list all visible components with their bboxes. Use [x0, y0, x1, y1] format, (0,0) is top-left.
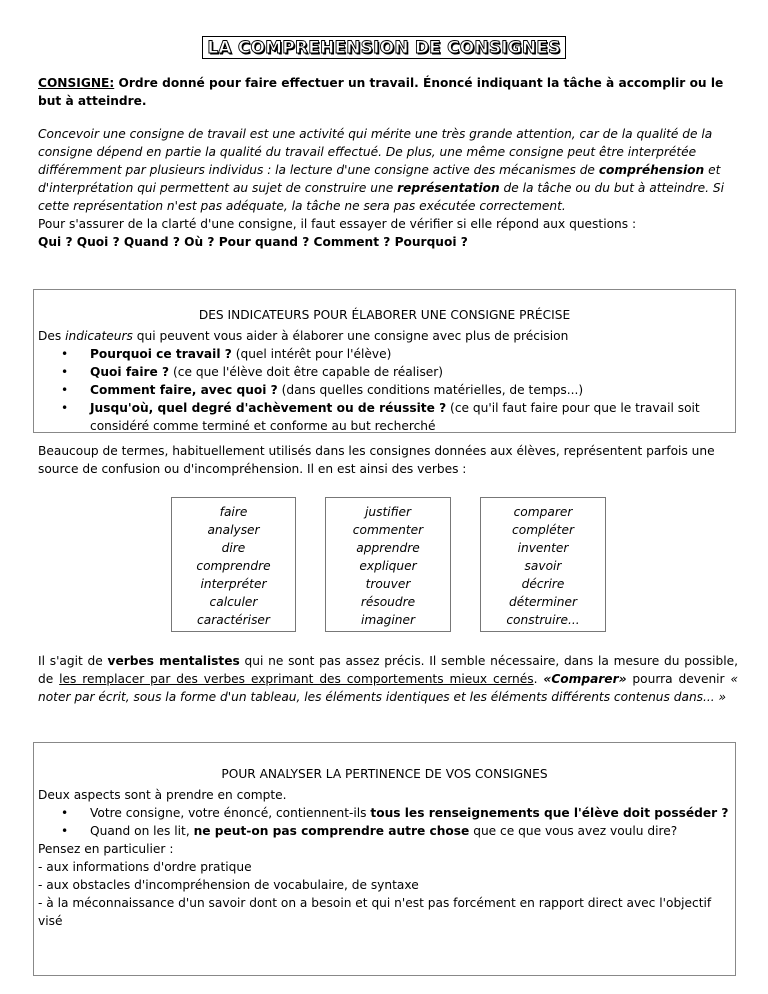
item-text: (ce qu'il faut faire pour que le travail soit considéré comme terminé et conforme au but recherché — [90, 401, 700, 433]
list-item — [34, 381, 735, 399]
verb: caractériser — [197, 613, 270, 627]
item-text: Quand on les lit, — [90, 824, 194, 838]
list-item — [34, 363, 735, 381]
verb: imaginer — [360, 613, 416, 627]
relevance-point: - aux obstacles d'incompréhension de vocabulaire, de syntaxe — [38, 878, 419, 892]
bullet-icon: • — [61, 347, 69, 361]
indicators-list — [34, 345, 735, 435]
item-text: (quel intérêt pour l'élève) — [231, 347, 392, 361]
verb: déterminer — [508, 595, 577, 609]
mental-example: «Comparer» — [543, 672, 627, 686]
bullet-icon: • — [61, 401, 69, 415]
verb: interpréter — [200, 577, 267, 591]
verbs-table — [171, 497, 606, 632]
intro-paragraph — [38, 125, 738, 215]
mental-underlined: les remplacer par des verbes exprimant des comportements mieux cernés — [59, 672, 534, 686]
indicators-lead-text: qui peuvent vous aider à élaborer une consigne avec plus de précision — [132, 329, 569, 343]
relevance-title: POUR ANALYSER LA PERTINENCE DE VOS CONSIGNES — [221, 767, 548, 781]
indicators-lead — [34, 327, 735, 345]
relevance-list — [34, 804, 735, 840]
indicators-lead-text: Des — [38, 329, 66, 343]
bullet-icon: • — [61, 806, 69, 820]
indicators-title: DES INDICATEURS POUR ÉLABORER UNE CONSIGNE PRÉCISE — [198, 308, 571, 322]
list-item — [34, 822, 735, 840]
intro-check: Pour s'assurer de la clarté d'une consigne, il faut essayer de vérifier si elle répond aux questions : — [38, 217, 637, 231]
title-container — [0, 36, 768, 59]
verbs-column-2 — [326, 497, 451, 632]
relevance-consider: Pensez en particulier : — [38, 842, 174, 856]
mental-text: pourra devenir — [626, 672, 731, 686]
relevance-point: - aux informations d'ordre pratique — [38, 860, 252, 874]
verb: savoir — [524, 559, 562, 573]
verb: comparer — [513, 505, 573, 519]
intro-text: et d'interprétation qui permettent au sujet de construire une — [38, 163, 721, 195]
intro-section — [38, 125, 738, 251]
verb: comprendre — [196, 559, 271, 573]
list-item — [34, 345, 735, 363]
verb: inventer — [517, 541, 569, 555]
mental-text: . — [533, 672, 544, 686]
intro-text: Concevoir une consigne de travail est une activité qui mérite une très grande attention, car de la qualité de la consigne dépend en partie la qualité du travail effectué. De plus, une même consigne peut être interprétée différemment par plusieurs individus : la lecture d'une consigne active des mécanismes de — [38, 127, 713, 177]
table-row — [171, 497, 606, 632]
relevance-point: - à la méconnaissance d'un savoir dont on a besoin et qui n'est pas forcément en rapport direct avec l'objectif visé — [38, 896, 712, 928]
item-text: Votre consigne, votre énoncé, contiennent-ils — [90, 806, 371, 820]
indicators-box — [33, 289, 736, 433]
verb: calculer — [209, 595, 258, 609]
verb: dire — [221, 541, 246, 555]
relevance-box — [33, 742, 736, 976]
item-bold: ne peut-on pas comprendre autre chose — [193, 824, 470, 838]
verbs-gap — [451, 497, 481, 632]
intro-bold-comprehension: compréhension — [598, 163, 705, 177]
verbs-intro: Beaucoup de termes, habituellement utilisés dans les consignes données aux élèves, représentent parfois une source de confusion ou d'incompréhension. Il en est ainsi des verbes : — [38, 444, 715, 476]
item-bold: Pourquoi ce travail ? — [90, 347, 232, 361]
list-item — [34, 804, 735, 822]
item-bold: Jusqu'où, quel degré d'achèvement ou de réussite ? — [90, 401, 447, 415]
verb: expliquer — [359, 559, 417, 573]
definition-text: Ordre donné pour faire effectuer un travail. Énoncé indiquant la tâche à accomplir ou le but à atteindre. — [38, 76, 724, 108]
relevance-lead: Deux aspects sont à prendre en compte. — [38, 788, 287, 802]
item-bold: tous les renseignements que l'élève doit posséder ? — [370, 806, 729, 820]
intro-text: de la tâche ou du but à atteindre. Si cette représentation n'est pas adéquate, la tâche ne sera pas exécutée correctement. — [38, 181, 725, 213]
mentalist-paragraph — [38, 652, 738, 706]
mental-bold: verbes mentalistes — [107, 654, 240, 668]
verbs-column-3 — [481, 497, 606, 632]
bullet-icon: • — [61, 824, 69, 838]
verb: trouver — [365, 577, 411, 591]
verb: construire... — [506, 613, 580, 627]
verb: analyser — [207, 523, 260, 537]
verb: justifier — [364, 505, 411, 519]
verb: commenter — [352, 523, 424, 537]
item-text: que ce que vous avez voulu dire? — [469, 824, 678, 838]
verb: compléter — [512, 523, 574, 537]
item-text: (ce que l'élève doit être capable de réaliser) — [169, 365, 444, 379]
verbs-column-1 — [171, 497, 296, 632]
verb: résoudre — [360, 595, 416, 609]
definition — [38, 74, 738, 110]
page-title: LA COMPREHENSION DE CONSIGNES — [202, 36, 565, 59]
list-item — [34, 399, 735, 435]
indicators-lead-italic: indicateurs — [65, 329, 133, 343]
item-text: (dans quelles conditions matérielles, de temps...) — [277, 383, 584, 397]
mental-italic: « noter par écrit, sous la forme d'un tableau, les éléments identiques et les éléments différents contenus dans... » — [38, 672, 739, 704]
bullet-icon: • — [61, 383, 69, 397]
item-bold: Comment faire, avec quoi ? — [90, 383, 278, 397]
item-bold: Quoi faire ? — [90, 365, 170, 379]
verb: décrire — [521, 577, 565, 591]
intro-questions: Qui ? Quoi ? Quand ? Où ? Pour quand ? Comment ? Pourquoi ? — [38, 235, 468, 249]
mental-text: qui ne sont pas assez précis. Il semble nécessaire, dans la mesure du possible, de — [38, 654, 738, 686]
verb: apprendre — [356, 541, 420, 555]
verb: faire — [219, 505, 248, 519]
bullet-icon: • — [61, 365, 69, 379]
intro-bold-representation: représentation — [397, 181, 500, 195]
definition-term: CONSIGNE: — [38, 76, 115, 90]
verbs-gap — [296, 497, 326, 632]
mental-text: Il s'agit de — [38, 654, 108, 668]
